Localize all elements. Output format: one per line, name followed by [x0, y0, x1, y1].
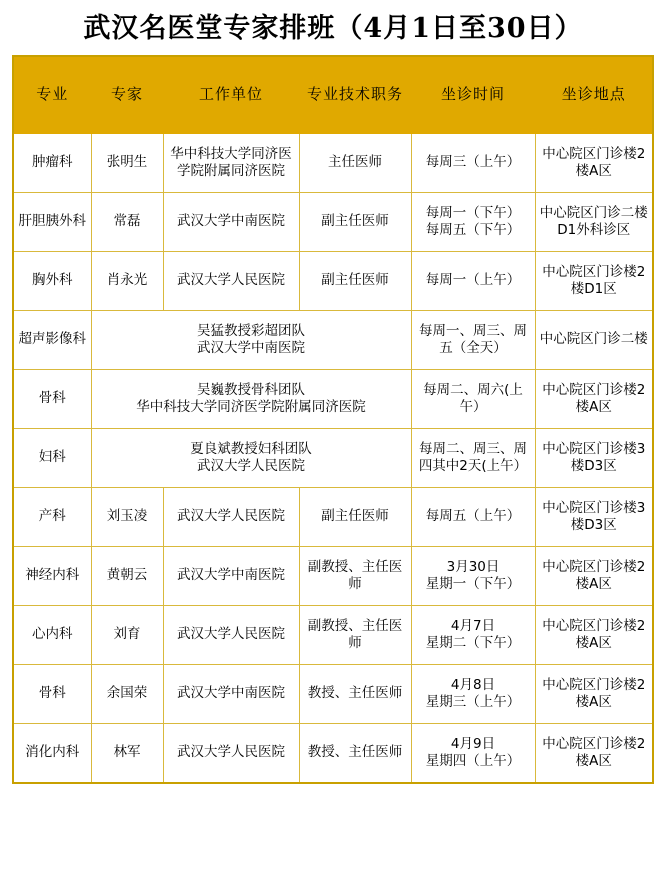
- cell-workplace: 华中科技大学同济医学院附属同济医院: [163, 134, 299, 193]
- cell-title-rank: 副教授、主任医师: [299, 606, 411, 665]
- cell-workplace: 武汉大学中南医院: [163, 547, 299, 606]
- table-row: [13, 606, 653, 665]
- cell-specialty: 产科: [13, 488, 91, 547]
- cell-expert: 常磊: [91, 193, 163, 252]
- cell-time: 每周二、周三、周四其中2天(上午）: [411, 429, 535, 488]
- cell-specialty: 胸外科: [13, 252, 91, 311]
- table-row: [13, 488, 653, 547]
- cell-specialty: 骨科: [13, 370, 91, 429]
- cell-title-rank: 副主任医师: [299, 488, 411, 547]
- column-header-time: 坐诊时间: [411, 56, 535, 134]
- cell-location: 中心院区门诊楼2楼A区: [535, 134, 653, 193]
- cell-specialty: 妇科: [13, 429, 91, 488]
- cell-location: 中心院区门诊二楼: [535, 311, 653, 370]
- cell-expert: 刘玉凌: [91, 488, 163, 547]
- table-body: [13, 134, 653, 784]
- cell-location: 中心院区门诊楼3楼D3区: [535, 488, 653, 547]
- cell-time: 4月9日 星期四（上午）: [411, 724, 535, 784]
- table-row: [13, 665, 653, 724]
- table-row: [13, 429, 653, 488]
- cell-specialty: 心内科: [13, 606, 91, 665]
- cell-expert: 黄朝云: [91, 547, 163, 606]
- cell-workplace: 武汉大学中南医院: [163, 193, 299, 252]
- cell-workplace: 吴巍教授骨科团队 华中科技大学同济医学院附属同济医院: [91, 370, 411, 429]
- cell-location: 中心院区门诊楼2楼A区: [535, 665, 653, 724]
- cell-workplace: 武汉大学人民医院: [163, 724, 299, 784]
- cell-expert: 林军: [91, 724, 163, 784]
- cell-expert: 余国荣: [91, 665, 163, 724]
- cell-title-rank: 主任医师: [299, 134, 411, 193]
- cell-time: 每周一、周三、周五（全天）: [411, 311, 535, 370]
- cell-time: 每周一（下午） 每周五（下午）: [411, 193, 535, 252]
- cell-specialty: 肿瘤科: [13, 134, 91, 193]
- table-row: [13, 724, 653, 784]
- cell-location: 中心院区门诊楼2楼A区: [535, 606, 653, 665]
- cell-time: 4月7日 星期二（下午）: [411, 606, 535, 665]
- cell-time: 每周三（上午）: [411, 134, 535, 193]
- cell-workplace: 吴猛教授彩超团队 武汉大学中南医院: [91, 311, 411, 370]
- cell-location: 中心院区门诊楼2楼D1区: [535, 252, 653, 311]
- schedule-table: [12, 55, 654, 784]
- cell-specialty: 骨科: [13, 665, 91, 724]
- cell-time: 每周五（上午）: [411, 488, 535, 547]
- column-header-specialty: 专业: [13, 56, 91, 134]
- column-header-title: 专业技术职务: [299, 56, 411, 134]
- cell-location: 中心院区门诊楼3楼D3区: [535, 429, 653, 488]
- cell-location: 中心院区门诊楼2楼A区: [535, 547, 653, 606]
- cell-workplace: 夏良斌教授妇科团队 武汉大学人民医院: [91, 429, 411, 488]
- cell-time: 每周一（上午）: [411, 252, 535, 311]
- cell-title-rank: 教授、主任医师: [299, 724, 411, 784]
- cell-expert: 张明生: [91, 134, 163, 193]
- table-row: [13, 311, 653, 370]
- table-row: [13, 547, 653, 606]
- cell-expert: 刘育: [91, 606, 163, 665]
- cell-specialty: 消化内科: [13, 724, 91, 784]
- cell-workplace: 武汉大学人民医院: [163, 606, 299, 665]
- cell-time: 3月30日 星期一（下午）: [411, 547, 535, 606]
- cell-specialty: 超声影像科: [13, 311, 91, 370]
- cell-specialty: 肝胆胰外科: [13, 193, 91, 252]
- cell-location: 中心院区门诊楼2楼A区: [535, 724, 653, 784]
- cell-location: 中心院区门诊二楼D1外科诊区: [535, 193, 653, 252]
- column-header-location: 坐诊地点: [535, 56, 653, 134]
- cell-time: 4月8日 星期三（上午）: [411, 665, 535, 724]
- cell-title-rank: 教授、主任医师: [299, 665, 411, 724]
- cell-title-rank: 副主任医师: [299, 252, 411, 311]
- column-header-workplace: 工作单位: [163, 56, 299, 134]
- column-header-expert: 专家: [91, 56, 163, 134]
- table-row: [13, 370, 653, 429]
- cell-location: 中心院区门诊楼2楼A区: [535, 370, 653, 429]
- cell-expert: 肖永光: [91, 252, 163, 311]
- cell-title-rank: 副主任医师: [299, 193, 411, 252]
- table-row: [13, 134, 653, 193]
- table-header: [13, 56, 653, 134]
- page-title: 武汉名医堂专家排班（4月1日至30日）: [83, 13, 583, 44]
- cell-workplace: 武汉大学人民医院: [163, 252, 299, 311]
- cell-workplace: 武汉大学人民医院: [163, 488, 299, 547]
- table-row: [13, 193, 653, 252]
- table-header-row: [13, 56, 653, 134]
- table-row: [13, 252, 653, 311]
- cell-workplace: 武汉大学中南医院: [163, 665, 299, 724]
- cell-title-rank: 副教授、主任医师: [299, 547, 411, 606]
- cell-time: 每周二、周六(上午）: [411, 370, 535, 429]
- cell-specialty: 神经内科: [13, 547, 91, 606]
